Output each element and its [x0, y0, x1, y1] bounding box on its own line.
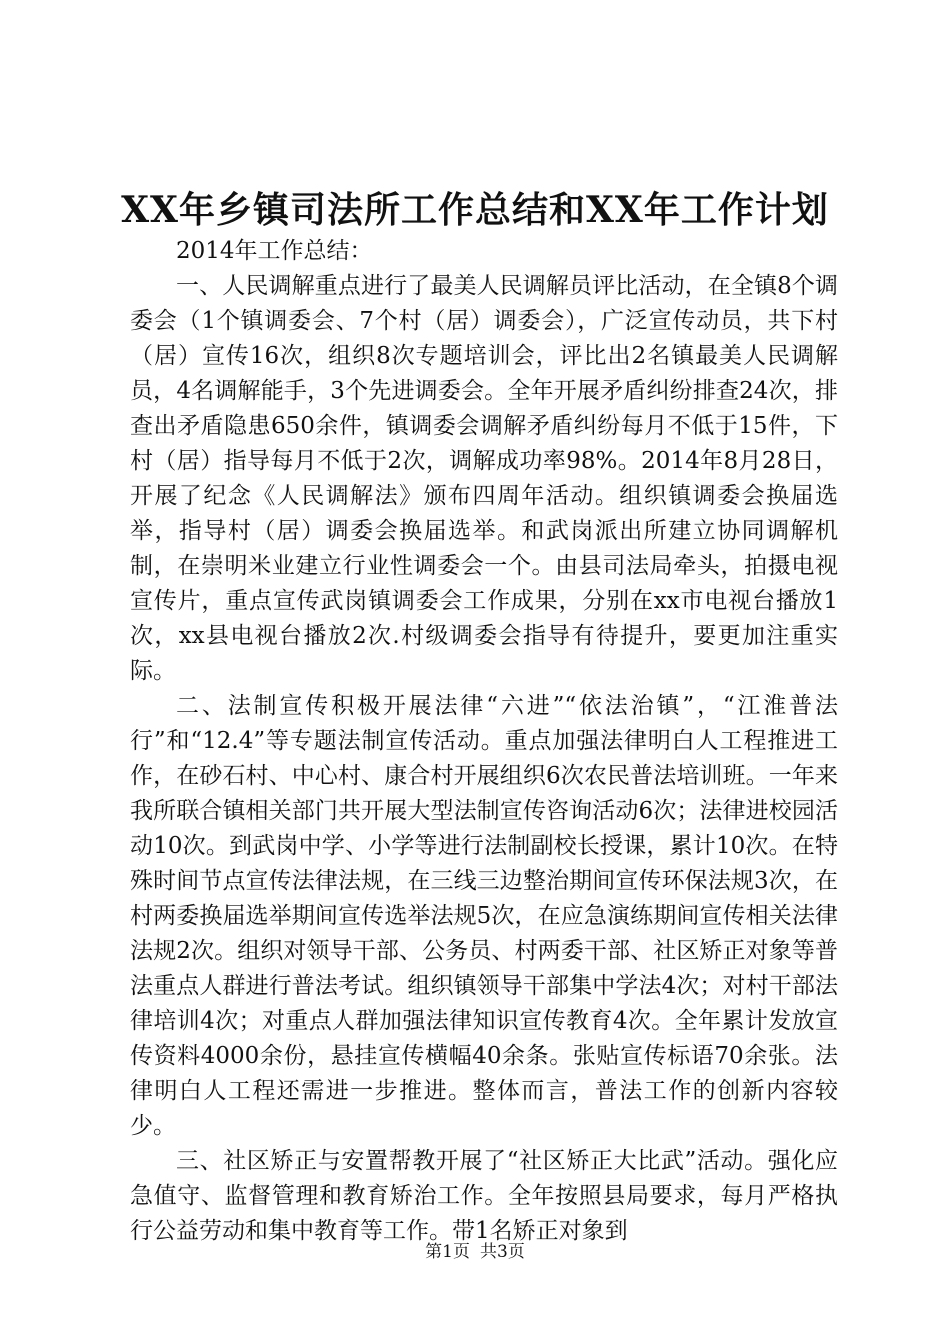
- page-total: 共3页: [480, 1242, 525, 1262]
- paragraph-community-correction: 三、社区矫正与安置帮教开展了“社区矫正大比武”活动。强化应急值守、监督管理和教育矫治工作。全年按照县局要求，每月严格执行公益劳动和集中教育等工作。带1名矫正对象到: [130, 1148, 838, 1244]
- page-footer: [0, 1240, 950, 1264]
- paragraph-mediation: 一、人民调解重点进行了最美人民调解员评比活动，在全镇8个调委会（1个镇调委会、7个村（居）调委会），广泛宣传动员，共下村（居）宣传16次，组织8次专题培训会，评比出2名镇最美人民调解员，4名调解能手，3个先进调委会。全年开展矛盾纠纷排查24次，排查出矛盾隐患650余件，镇调委会调解矛盾纠纷每月不低于15件，下村（居）指导每月不低于2次，调解成功率98%。2014年8月28日，开展了纪念《人民调解法》颁布四周年活动。组织镇调委会换届选举，指导村（居）调委会换届选举。和武岗派出所建立协同调解机制，在崇明米业建立行业性调委会一个。由县司法局牵头，拍摄电视宣传片，重点宣传武岗镇调委会工作成果，分别在xx市电视台播放1次，xx县电视台播放2次.村级调委会指导有待提升，要更加注重实际。: [130, 273, 838, 684]
- paragraph-summary-heading: 2014年工作总结：: [176, 238, 373, 264]
- page-number: 第1页: [425, 1242, 470, 1262]
- document-title: XX年乡镇司法所工作总结和XX年工作计划: [121, 189, 829, 231]
- paragraph-legal-publicity: 二、法制宣传积极开展法律“六进”“依法治镇”，“江淮普法行”和“12.4”等专题法制宣传活动。重点加强法律明白人工程推进工作，在砂石村、中心村、康合村开展组织6次农民普法培训班。一年来我所联合镇相关部门共开展大型法制宣传咨询活动6次；法律进校园活动10次。到武岗中学、小学等进行法制副校长授课，累计10次。在特殊时间节点宣传法律法规，在三线三边整治期间宣传环保法规3次，在村两委换届选举期间宣传选举法规5次，在应急演练期间宣传相关法律法规2次。组织对领导干部、公务员、村两委干部、社区矫正对象等普法重点人群进行普法考试。组织镇领导干部集中学法4次；对村干部法律培训4次；对重点人群加强法律知识宣传教育4次。全年累计发放宣传资料4000余份，悬挂宣传横幅40余条。张贴宣传标语70余张。法律明白人工程还需进一步推进。整体而言，普法工作的创新内容较少。: [130, 693, 838, 1139]
- document-body: [130, 234, 838, 1249]
